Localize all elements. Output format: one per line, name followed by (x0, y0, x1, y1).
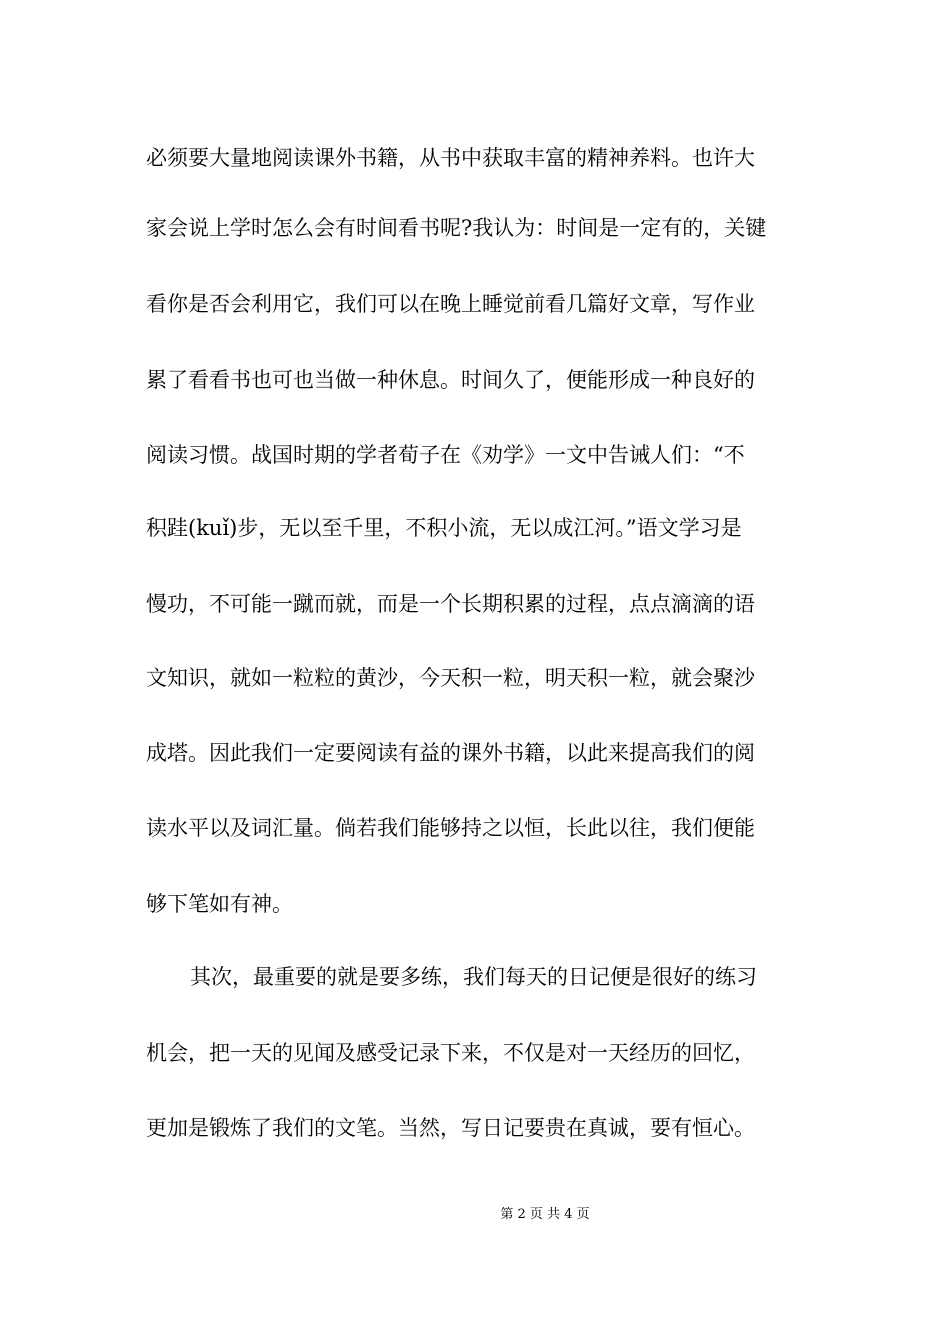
text-line-12: 其次，最重要的就是要多练，我们每天的日记便是很好的练习 (190, 965, 757, 989)
text-line-7: 慢功，不可能一蹴而就，而是一个长期积累的过程，点点滴滴的语 (146, 592, 755, 616)
text-line-11: 够下笔如有神。 (146, 892, 293, 916)
text-line-3: 看你是否会利用它，我们可以在晚上睡觉前看几篇好文章，写作业 (146, 292, 755, 316)
text-line-14: 更加是锻炼了我们的文笔。当然，写日记要贵在真诚，要有恒心。 (146, 1116, 755, 1140)
page-number-footer: 第 2 页 共 4 页 (500, 1207, 590, 1222)
text-line-6: 积跬(kuǐ)步，无以至千里，不积小流，无以成江河。”语文学习是 (146, 516, 742, 540)
text-line-2: 家会说上学时怎么会有时间看书呢?我认为：时间是一定有的，关键 (146, 216, 767, 240)
text-line-1: 必须要大量地阅读课外书籍，从书中获取丰富的精神养料。也许大 (146, 146, 755, 170)
text-line-5: 阅读习惯。战国时期的学者荀子在《劝学》一文中告诫人们：“不 (146, 443, 745, 467)
text-line-8: 文知识，就如一粒粒的黄沙，今天积一粒，明天积一粒，就会聚沙 (146, 666, 755, 690)
text-line-13: 机会，把一天的见闻及感受记录下来，不仅是对一天经历的回忆， (146, 1041, 755, 1065)
text-line-4: 累了看看书也可也当做一种休息。时间久了，便能形成一种良好的 (146, 368, 755, 392)
text-line-9: 成塔。因此我们一定要阅读有益的课外书籍，以此来提高我们的阅 (146, 741, 755, 765)
text-line-10: 读水平以及词汇量。倘若我们能够持之以恒，长此以往，我们便能 (146, 816, 755, 840)
